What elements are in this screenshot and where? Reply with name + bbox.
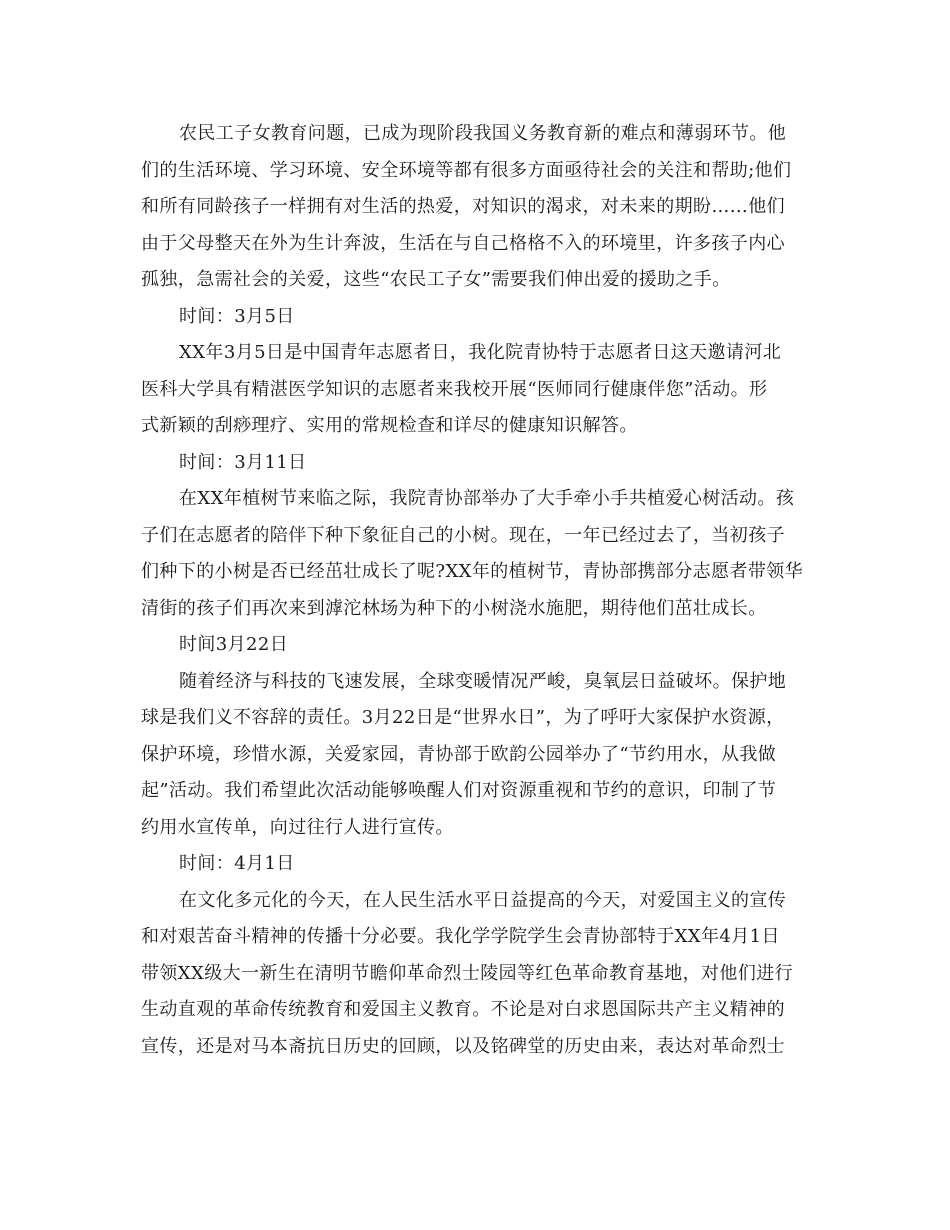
paragraph-first-line: 时间：4月1日 bbox=[179, 853, 295, 874]
paragraph-line: 带领XX级大一新生在清明节瞻仰革命烈士陵园等红色革命教育基地，对他们进行 bbox=[141, 962, 794, 984]
paragraph-line: 约用水宣传单，向过往行人进行宣传。 bbox=[141, 816, 454, 838]
paragraph-line: 们种下的小树是否已经茁壮成长了呢?XX年的植树节，青协部携部分志愿者带领华 bbox=[141, 561, 804, 582]
paragraph-first-line: 在XX年植树节来临之际，我院青协部举办了大手牵小手共植爱心树活动。孩 bbox=[179, 488, 795, 509]
paragraph-line: 宣传，还是对马本斋抗日历史的回顾，以及铭碑堂的历史由来，表达对革命烈士 bbox=[141, 1035, 785, 1057]
paragraph-line: 们的生活环境、学习环境、安全环境等都有很多方面亟待社会的关注和帮助;他们 bbox=[141, 159, 792, 181]
paragraph-first-line: 在文化多元化的今天，在人民生活水平日益提高的今天，对爱国主义的宣传 bbox=[179, 889, 787, 911]
paragraph-first-line: 时间3月22日 bbox=[179, 634, 289, 655]
paragraph-line: 子们在志愿者的陪伴下种下象征自己的小树。现在，一年已经过去了，当初孩子 bbox=[141, 524, 785, 546]
paragraph-first-line: XX年3月5日是中国青年志愿者日，我化院青协特于志愿者日这天邀请河北 bbox=[179, 342, 782, 363]
paragraph-line: 医科大学具有精湛医学知识的志愿者来我校开展“医师同行健康伴您”活动。形 bbox=[141, 378, 768, 400]
paragraph-line: 清街的孩子们再次来到滹沱林场为种下的小树浇水施肥，期待他们茁壮成长。 bbox=[141, 597, 767, 619]
paragraph-line: 起”活动。我们希望此次活动能够唤醒人们对资源重视和节约的意识，印制了节 bbox=[141, 780, 777, 801]
paragraph-line: 生动直观的革命传统教育和爱国主义教育。不论是对白求恩国际共产主义精神的 bbox=[141, 999, 785, 1020]
paragraph-first-line: 时间：3月5日 bbox=[179, 305, 295, 327]
paragraph-line: 孤独，急需社会的关爱，这些“农民工子女”需要我们伸出爱的援助之手。 bbox=[141, 269, 731, 290]
paragraph-line: 和所有同龄孩子一样拥有对生活的热爱，对知识的渴求，对未来的期盼……他们 bbox=[141, 196, 785, 217]
paragraph-first-line: 随着经济与科技的飞速发展，全球变暖情况严峻，臭氧层日益破坏。保护地 bbox=[179, 670, 787, 692]
paragraph-line: 式新颖的刮痧理疗、实用的常规检查和详尽的健康知识解答。 bbox=[141, 415, 638, 436]
paragraph-line: 和对艰苦奋斗精神的传播十分必要。我化学学院学生会青协部特于XX年4月1日 bbox=[141, 926, 780, 947]
paragraph-line: 保护环境，珍惜水源，关爱家园，青协部于欧韵公园举办了“节约用水，从我做 bbox=[141, 743, 777, 765]
paragraph-line: 球是我们义不容辞的责任。3月22日是“世界水日”，为了呼吁大家保护水资源， bbox=[141, 707, 785, 728]
paragraph-first-line: 农民工子女教育问题，已成为现阶段我国义务教育新的难点和薄弱环节。他 bbox=[179, 123, 787, 144]
paragraph-first-line: 时间：3月11日 bbox=[179, 451, 307, 473]
paragraph-line: 由于父母整天在外为生计奔波，生活在与自己格格不入的环境里，许多孩子内心 bbox=[141, 232, 785, 254]
document-body bbox=[141, 116, 809, 1065]
